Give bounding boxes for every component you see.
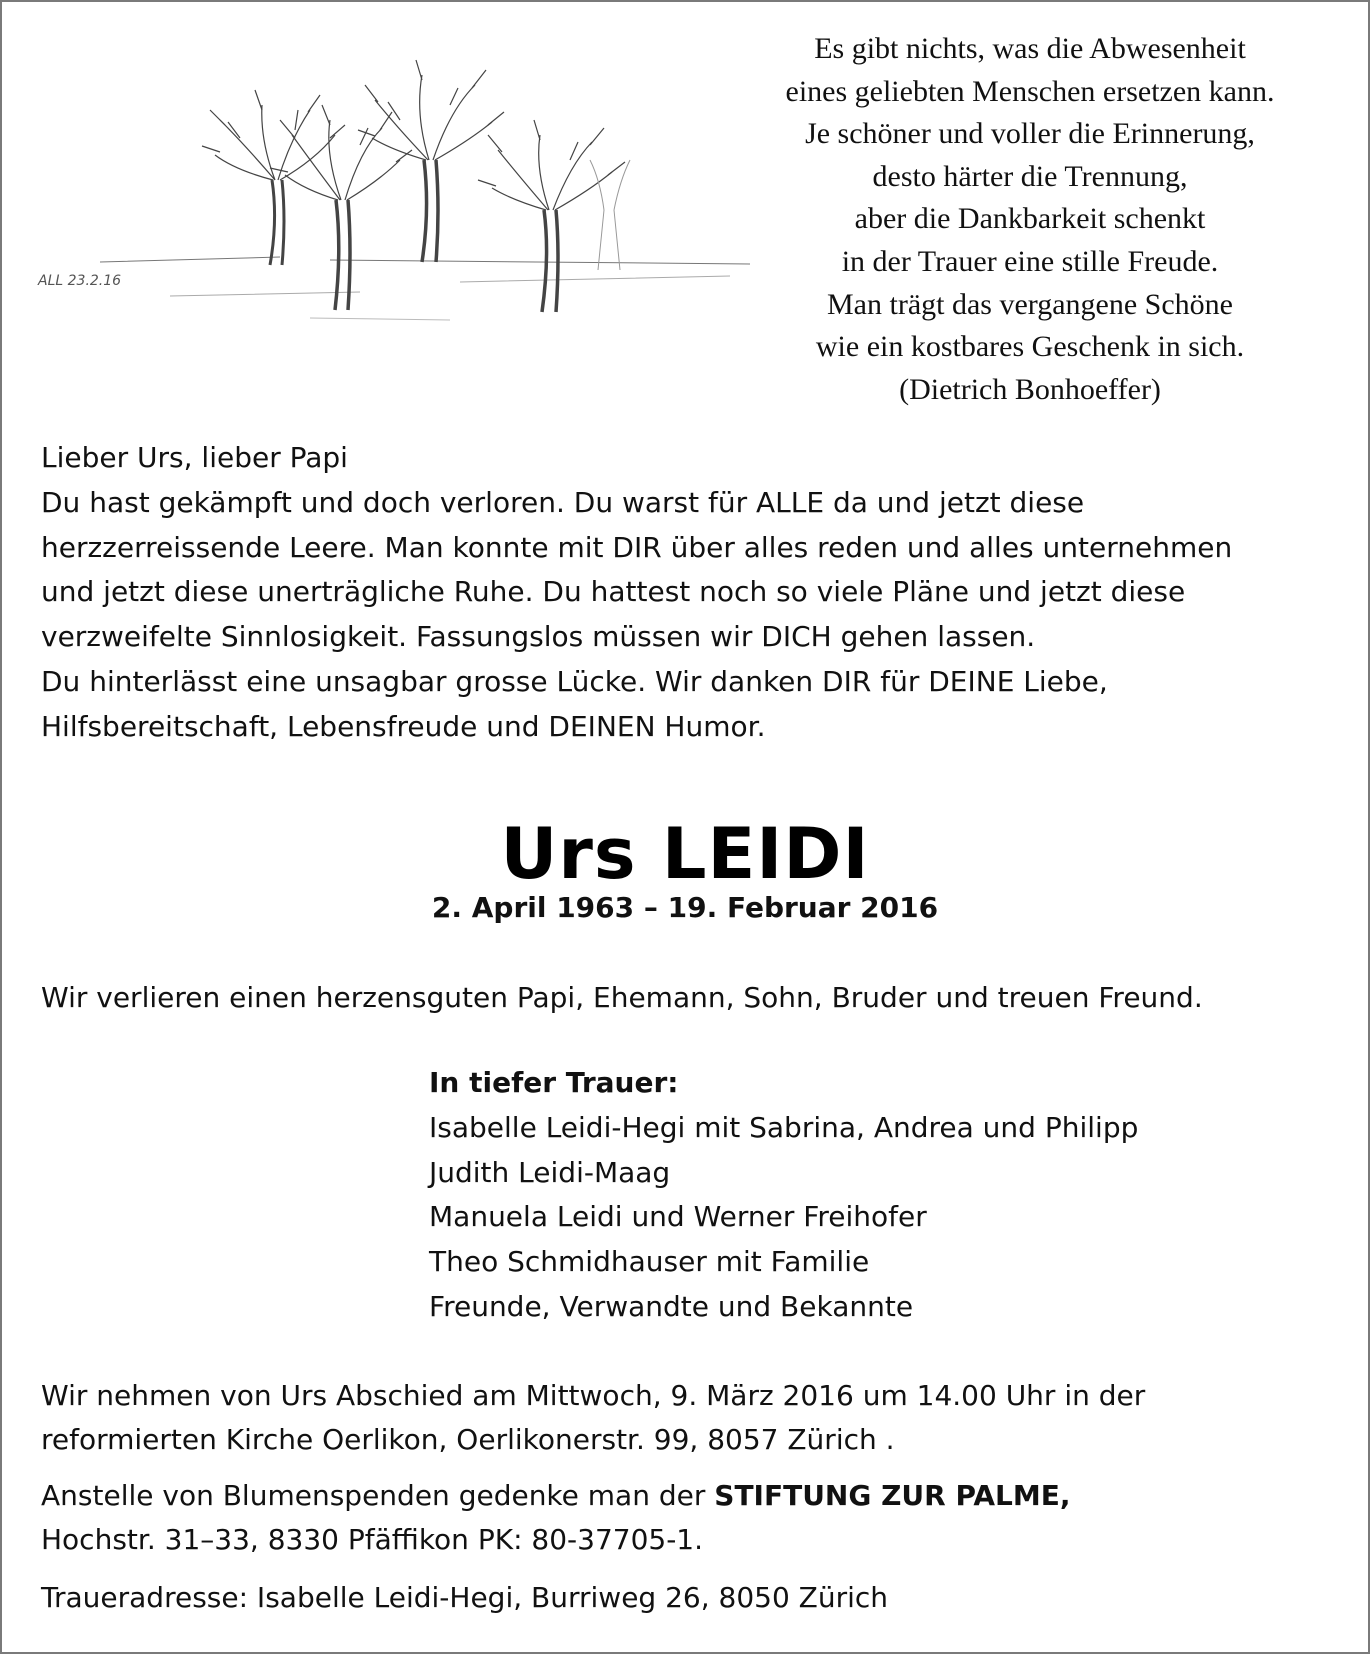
letter-line: Hilfsbereitschaft, Lebensfreude und DEINEN Humor. — [41, 709, 766, 743]
mourners-list — [429, 1061, 1138, 1330]
letter-line: Du hast gekämpft und doch verloren. Du warst für ALLE da und jetzt diese — [41, 485, 1085, 519]
tree-2 — [270, 105, 412, 310]
letter-line: Du hinterlässt eine unsagbar grosse Lücke. Wir danken DIR für DEINE Liebe, — [41, 664, 1108, 698]
donation-line: Hochstr. 31–33, 8330 Pfäffikon PK: 80-37705-1. — [41, 1523, 704, 1556]
poem-line: desto härter die Trennung, — [872, 159, 1188, 193]
mourner-entry: Freunde, Verwandte und Bekannte — [429, 1289, 914, 1323]
donation-prefix: Anstelle von Blumenspenden gedenke man der — [41, 1479, 715, 1512]
life-dates: 2. April 1963 – 19. Februar 2016 — [431, 891, 939, 924]
bonhoeffer-quote — [720, 28, 1340, 411]
mourner-entry: Judith Leidi-Maag — [429, 1155, 671, 1189]
personal-letter — [41, 436, 1341, 750]
farewell-line: Wir nehmen von Urs Abschied am Mittwoch, 9. März 2016 um 14.00 Uhr in der — [41, 1379, 1146, 1412]
donation-line — [41, 1474, 1071, 1518]
letter-line: Lieber Urs, lieber Papi — [41, 441, 348, 474]
foundation-name: STIFTUNG ZUR PALME, — [714, 1479, 1071, 1512]
letter-line: und jetzt diese unerträgliche Ruhe. Du hattest noch so viele Pläne und jetzt diese — [41, 575, 1186, 609]
poem-line: aber die Dankbarkeit schenkt — [854, 202, 1206, 236]
poem-line: Man trägt das vergangene Schöne — [827, 287, 1233, 321]
donation-notice — [41, 1474, 1071, 1562]
poem-line: Es gibt nichts, was die Abwesenheit — [814, 32, 1246, 65]
letter-line: herzzerreissende Leere. Man konnte mit DIR über alles reden und alles unternehmen — [41, 530, 1233, 564]
mourning-address: Traueradresse: Isabelle Leidi-Hegi, Burriweg 26, 8050 Zürich — [41, 1581, 889, 1614]
loss-statement: Wir verlieren einen herzensguten Papi, Ehemann, Sohn, Bruder und treuen Freund. — [41, 981, 1203, 1014]
deceased-name: Urs LEIDI — [500, 813, 870, 895]
poem-line: Je schöner und voller die Erinnerung, — [805, 117, 1255, 151]
trees-sketch-illustration — [30, 50, 770, 380]
mourner-entry: Manuela Leidi und Werner Freihofer — [429, 1200, 927, 1234]
letter-line: verzweifelte Sinnlosigkeit. Fassungslos müssen wir DICH gehen lassen. — [41, 620, 1036, 654]
farewell-line: reformierten Kirche Oerlikon, Oerlikonerstr. 99, 8057 Zürich . — [41, 1423, 895, 1456]
farewell-notice — [41, 1374, 1145, 1462]
poem-line: in der Trauer eine stille Freude. — [841, 244, 1219, 278]
artist-signature: ALL 23.2.16 — [38, 273, 122, 289]
mourners-heading: In tiefer Trauer: — [429, 1066, 679, 1099]
poem-author: (Dietrich Bonhoeffer) — [899, 372, 1161, 406]
mourner-entry: Isabelle Leidi-Hegi mit Sabrina, Andrea und Philipp — [429, 1110, 1139, 1144]
poem-line: wie ein kostbares Geschenk in sich. — [815, 330, 1245, 364]
poem-line: eines geliebten Menschen ersetzen kann. — [785, 74, 1275, 108]
tree-3 — [358, 60, 504, 262]
mourner-entry: Theo Schmidhauser mit Familie — [429, 1245, 870, 1279]
tree-5-faint — [590, 160, 630, 270]
